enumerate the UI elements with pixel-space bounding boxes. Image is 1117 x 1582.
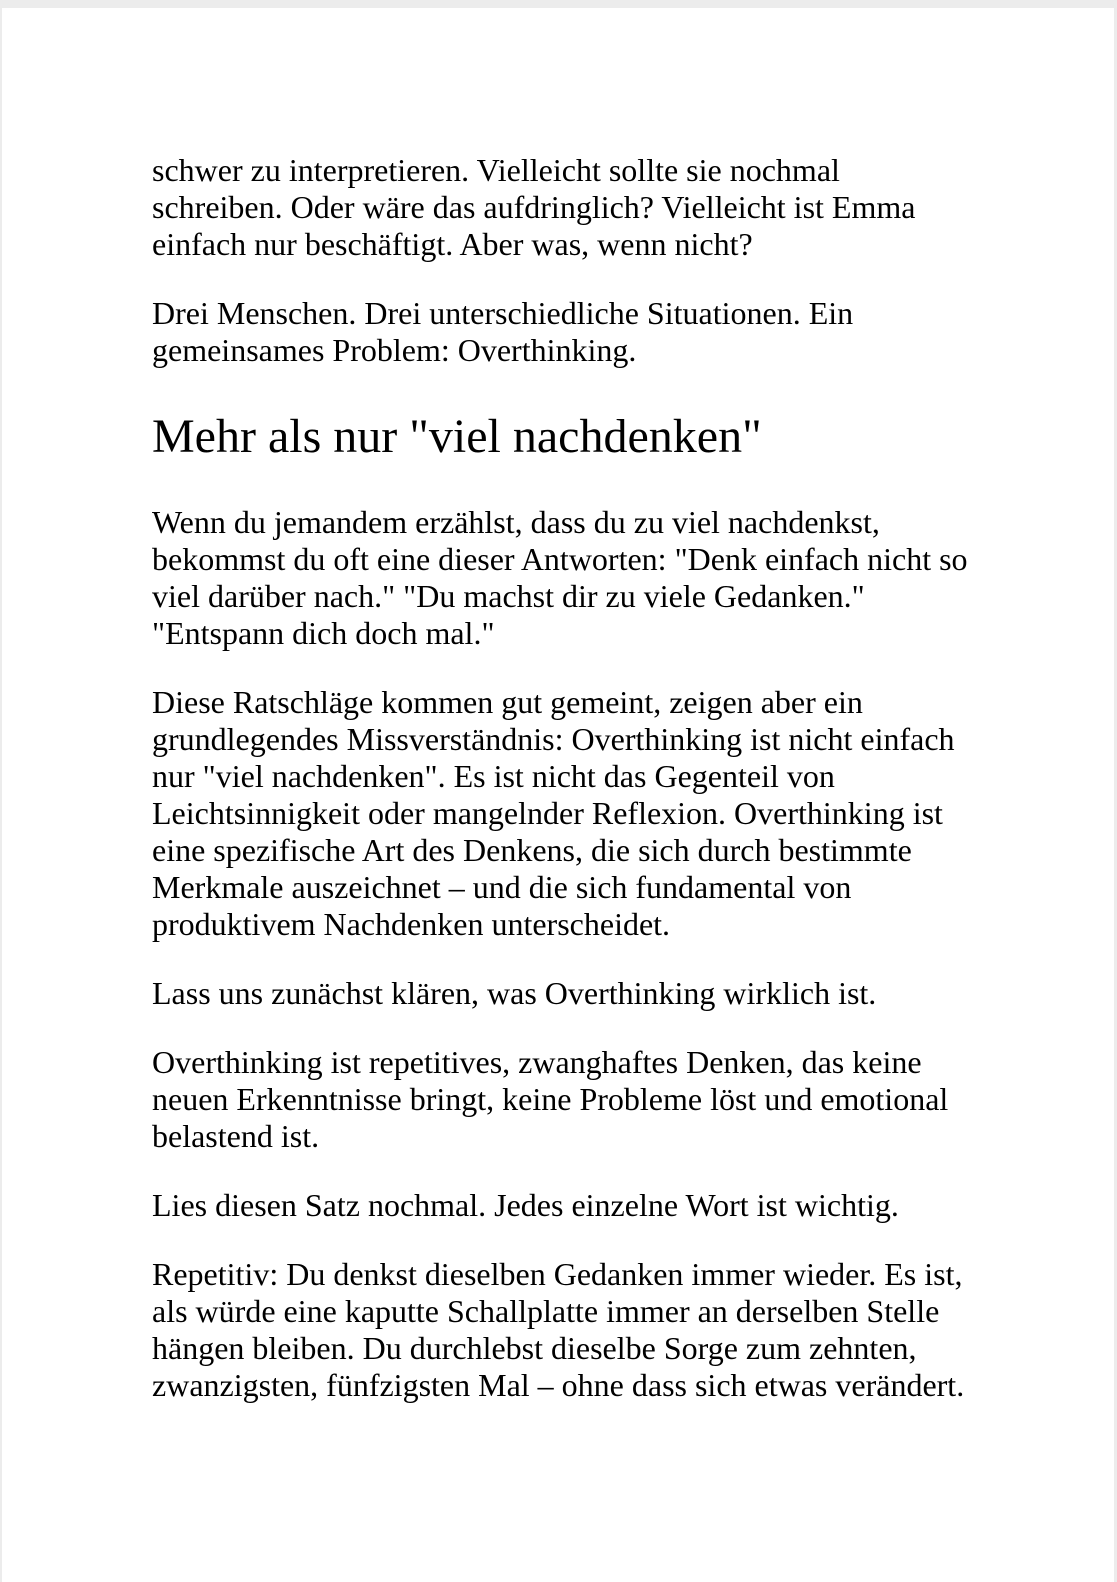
paragraph: Drei Menschen. Drei unterschiedliche Situationen. Ein gemeinsames Problem: Overthinking. <box>152 295 854 368</box>
paragraph: Diese Ratschläge kommen gut gemeint, zeigen aber ein grundlegendes Missverständnis: Overthinking ist nicht einfach nur "viel nachdenken". Es ist nicht das Gegenteil von Leichtsinnigkeit oder mangelnder Reflexion. Overthinking ist eine spezifische Art des Denkens, die sich durch bestimmte Merkmale auszeichnet – und die sich fundamental von produktivem Nachdenken unterscheidet. <box>152 684 955 942</box>
paragraph: Lass uns zunächst klären, was Overthinking wirklich ist. <box>152 975 877 1011</box>
article-content <box>2 8 1114 1582</box>
paragraph: Wenn du jemandem erzählst, dass du zu viel nachdenkst, bekommst du oft eine dieser Antworten: "Denk einfach nicht so viel darüber nach." "Du machst dir zu viele Gedanken." "Entspann dich doch mal." <box>152 504 968 651</box>
section-heading: Mehr als nur "viel nachdenken" <box>152 410 762 463</box>
paragraph: Lies diesen Satz nochmal. Jedes einzelne Wort ist wichtig. <box>152 1187 899 1223</box>
paragraph: schwer zu interpretieren. Vielleicht sollte sie nochmal schreiben. Oder wäre das aufdringlich? Vielleicht ist Emma einfach nur beschäftigt. Aber was, wenn nicht? <box>152 152 916 262</box>
paragraph: Repetitiv: Du denkst dieselben Gedanken immer wieder. Es ist, als würde eine kaputte Schallplatte immer an derselben Stelle hängen bleiben. Du durchlebst dieselbe Sorge zum zehnten, zwanzigsten, fünfzigsten Mal – ohne dass sich etwas verändert. <box>152 1256 965 1403</box>
paragraph: Overthinking ist repetitives, zwanghaftes Denken, das keine neuen Erkenntnisse bringt, keine Probleme löst und emotional belastend ist. <box>152 1044 949 1154</box>
